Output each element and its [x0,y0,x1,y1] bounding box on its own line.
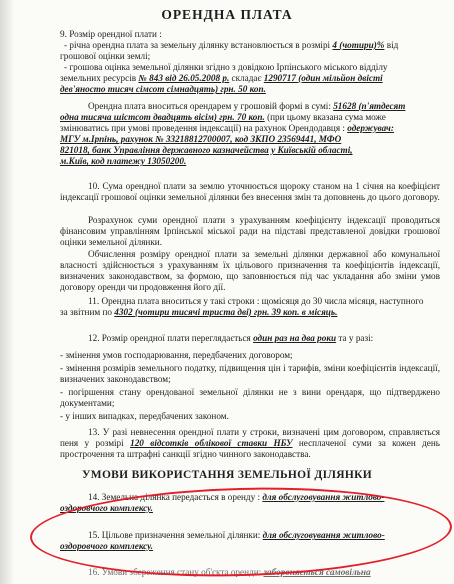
land-valuation: 1290717 (один мільйон двісті [263,73,383,83]
para-10c: Обчислення розміру орендної плати за земельні ділянки державної або комунальної власності здійснюється з урахуванням їх цільового призначення та коефіцієнтів індексації, визначених законодавством, за формою, що заповнюється під час укладання або зміни умов договору оренди чи продовження його дії. [60,249,440,292]
bank-account: МГУ м.Ірпінь, рахунок № 33218812700007, код ЗКПО 23569441, МФО [60,134,342,144]
para-10: 10. Сума орендної плати за землю уточнюється щороку станом на 1 січня на коефіцієнт індексації грошової оцінки земельної ділянки без внесення змін та доповнень до цього договору. [60,181,440,202]
penalty-rate: 120 відсотків облікової ставки НБУ [130,438,293,448]
rent-amount: 51628 (п'ятдесят [333,101,406,111]
para-10b: Розрахунок суми орендної плати з урахуванням коефіцієнту індексації проводиться фінансовим управлінням Ірпінської міської ради на підставі представленої довідки грошової оцінки земельної ділянки. [60,215,440,247]
rent-percent: 4 (чотири)% [332,40,385,50]
para-9-line-4: земельних ресурсів № 843 від 26.05.2008 р. складає 1290717 (один мільйон двісті [60,73,383,83]
para-12-item-2: - змінення розмірів земельного податку, підвищення цін і тарифів, зміни коефіцієнтів індексації, визначених законодавством; [60,363,440,384]
para-9-line-2: грошової оцінки землі; [60,51,151,61]
section-title-rent: ОРЕНДНА ПЛАТА [161,7,293,22]
para-9b-line-2: одна тисяча шістсот двадцять вісім) грн. 70 коп. (при цьому вказана сума може [60,112,386,122]
para-9-line-5: дев'яносто тисяч сімсот сімнадцять) грн. 50 коп. [60,84,266,94]
land-purpose: для обслуговування житлово- [262,530,385,540]
para-11-line-1: 11. Орендна плата вноситься у такі строки : щомісяця до 30 числа місяця, наступного [88,296,424,306]
para-14-line-2: оздоровчого комплексу. [60,503,153,513]
para-12-item-3: - погіршення стану орендованої земельної ділянки не з вини орендаря, що підтверджено документами; [60,387,440,408]
para-9b-line-5: 821018, банк Управління державного казначейства у Київській області, [60,145,353,155]
para-11-line-2: за звітним по 4302 (чотири тисячі триста дві) грн. 39 коп. в місяць. [60,307,338,317]
para-9b-line-1: Орендна плата вноситься орендарем у грошовій формі в сумі: 51628 (п'ятдесят [88,101,406,111]
certificate-number: № 843 від 26.05.2008 р. [138,73,230,83]
para-9-line-3: - грошова оцінка земельної ділянки згідно з довідкою Ірпінського міського відділу [64,62,388,72]
monthly-payment: 4302 (чотири тисячі триста дві) грн. 39 коп. в місяць. [114,307,338,317]
para-15-line-2: оздоровчого комплексу. [60,541,153,551]
para-9b-line-3: змінюватись при умові проведення індексації) на рахунок Орендодавця : одержувач: [60,123,394,133]
para-12-item-4: - у інших випадках, передбачених законом. [60,411,229,421]
para-12-item-1: - змінення умов господарювання, передбачених договором; [60,350,293,360]
para-12-header: 12. Розмір орендної плати переглядається один раз на два роки та у разі: [88,333,374,343]
para-9b-line-4 [60,134,440,145]
page-edge-shadow [0,0,14,584]
para-9-line-1: - річна орендна плата за земельну ділянку встановлюється в розмірі 4 (чотири)% від [64,40,399,50]
para-9b-line-6: м.Київ, код платежу 13050200. [60,156,187,166]
para-13: 13. У разі невнесення орендної плати у строки, визначені цим договором, справляється пеня у розмірі 120 відсотків облікової ставки НБУ несплаченої суми за кожен день прострочення та штрафні санкції згідно чинного законодавства. [60,427,440,459]
para-15-line-1: 15. Цільове призначення земельної ділянки: для обслуговування житлово- [88,530,385,540]
para-14-line-1: 14. Земельна ділянка передається в оренду : для обслуговування житлово- [88,492,385,502]
review-period: один раз на два роки [253,333,337,343]
para-16-line-1: 16. Умови збереження стану об'єкта оренди: забороняється самовільна [88,567,371,577]
section-title-land-use: УМОВИ ВИКОРИСТАННЯ ЗЕМЕЛЬНОЇ ДІЛЯНКИ [82,469,372,481]
para-9-intro: 9. Розмір орендної плати : [60,29,162,39]
